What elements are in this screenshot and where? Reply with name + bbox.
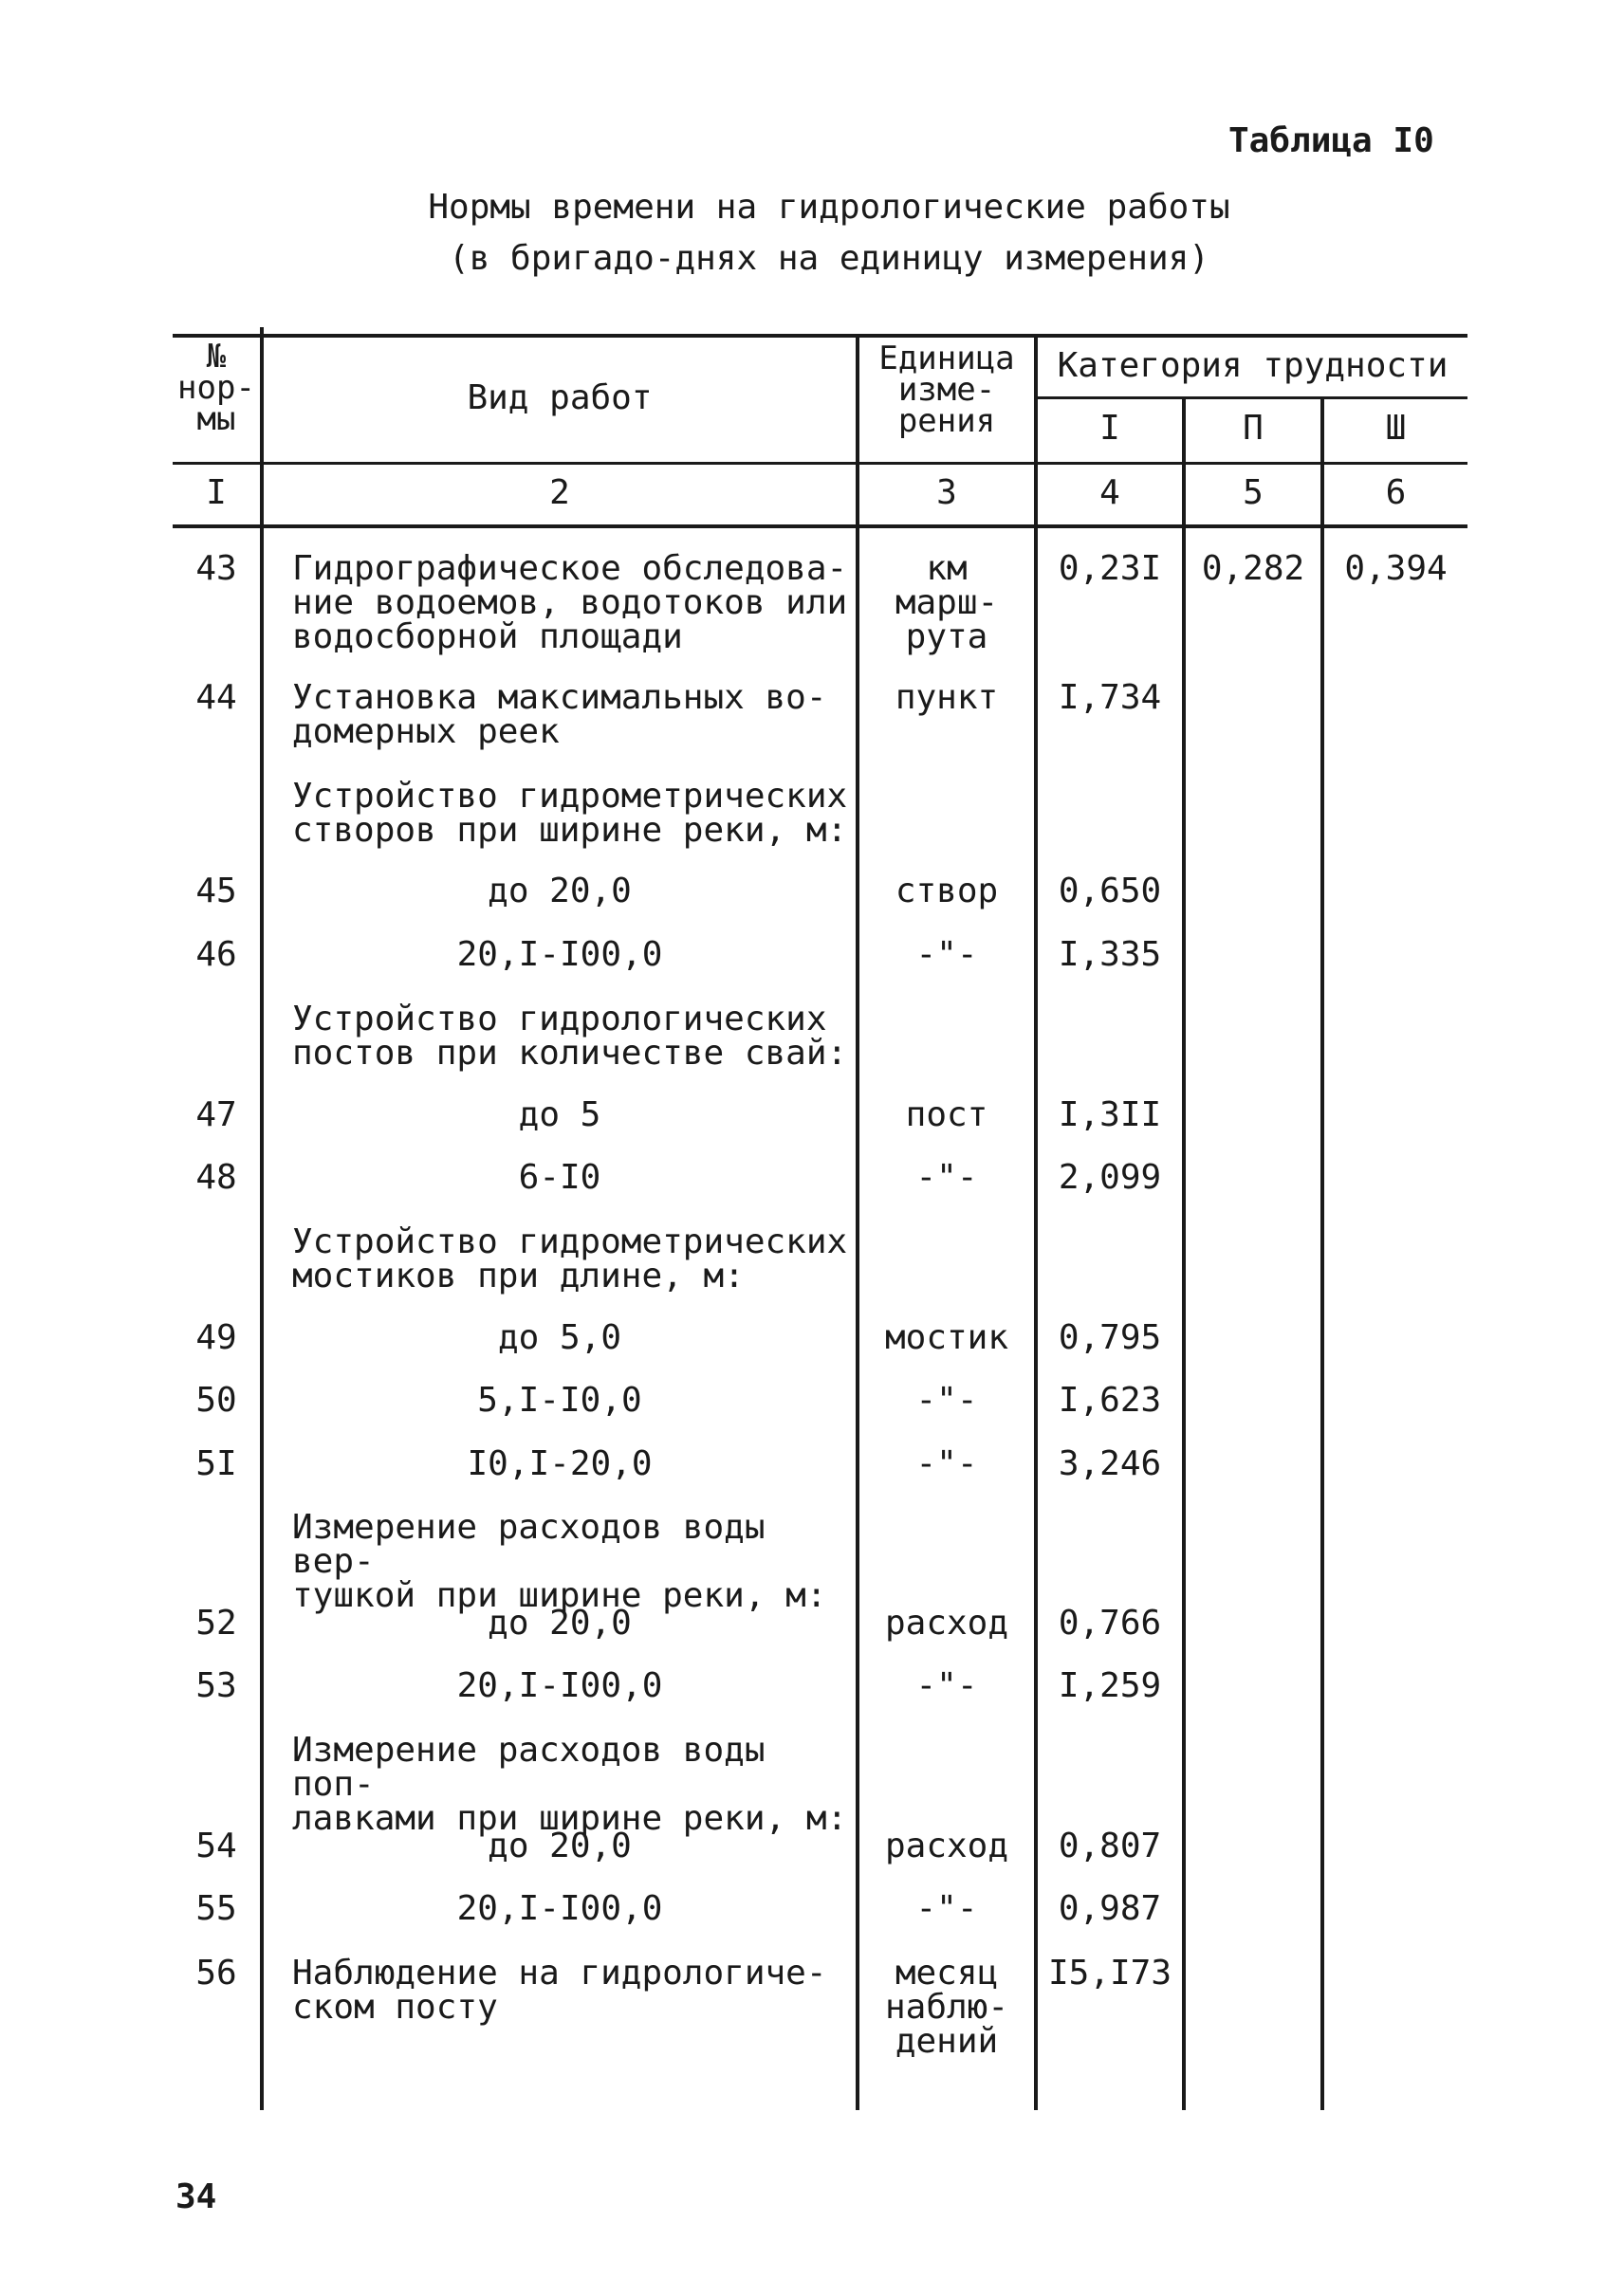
unit: расход: [884, 1827, 1009, 1865]
value-cat-1: I,623: [1058, 1381, 1162, 1420]
table-subtitle: (в бригадо-днях на единицу измерения): [449, 239, 1209, 278]
unit: -"-: [915, 1444, 978, 1483]
header-unit: [859, 340, 1034, 440]
norm-number: 45: [195, 872, 237, 910]
norm-number: 54: [195, 1827, 237, 1865]
value-cat-1: 2,099: [1058, 1158, 1162, 1197]
col-divider-5: [1320, 398, 1324, 2110]
unit: -"-: [915, 1381, 978, 1420]
unit: -"-: [915, 1889, 978, 1928]
value-cat-1: I,734: [1058, 678, 1162, 717]
value-cat-1: 3,246: [1058, 1444, 1162, 1483]
norm-number: 49: [195, 1318, 237, 1357]
header-unit-line: изме-: [897, 371, 996, 409]
group-line: Устройство гидрометрических: [292, 1222, 848, 1261]
work-subitem: до 20,0: [488, 872, 632, 910]
work-line: ние водоемов, водотоков или: [292, 583, 848, 622]
header-norm-no-line: №: [206, 338, 227, 376]
header-norm-no-line: нор-: [177, 369, 255, 407]
unit: мостик: [884, 1318, 1009, 1357]
norm-number: 5I: [195, 1444, 237, 1483]
group-line: мостиков при длине, м:: [292, 1257, 745, 1295]
norm-number: 44: [195, 678, 237, 717]
group-heading: [292, 777, 856, 850]
work-subitem: I0,I-20,0: [467, 1444, 653, 1483]
norm-number: 50: [195, 1381, 237, 1420]
unit: пост: [905, 1095, 988, 1134]
value-cat-1: 0,987: [1058, 1889, 1162, 1928]
colnum-5: 5: [1243, 473, 1264, 512]
group-line: лавками при ширине реки, м:: [292, 1799, 848, 1838]
group-heading: [292, 1002, 856, 1071]
unit-line: рута: [905, 617, 988, 656]
value-cat-1: I,259: [1058, 1666, 1162, 1705]
work-subitem: 5,I-I0,0: [477, 1381, 642, 1420]
work-subitem: до 5: [518, 1095, 601, 1134]
value-cat-2: 0,282: [1201, 549, 1305, 588]
work-line: водосборной площади: [292, 617, 683, 656]
work-line: ском посту: [292, 1988, 498, 2027]
work-line: Гидрографическое обследова-: [292, 549, 848, 588]
work-subitem: до 5,0: [497, 1318, 622, 1357]
unit: [859, 549, 1034, 656]
unit-line: месяц: [895, 1954, 999, 1993]
work-description: [292, 549, 856, 656]
norm-number: 47: [195, 1095, 237, 1134]
value-cat-3: 0,394: [1344, 549, 1448, 588]
group-line: створов при ширине реки, м:: [292, 811, 848, 850]
unit-line: марш-: [895, 583, 999, 622]
col-divider-4: [1182, 398, 1186, 2110]
work-description: [292, 1956, 856, 2025]
work-subitem: 20,I-I00,0: [456, 1666, 663, 1705]
group-heading: [292, 1222, 856, 1295]
unit-line: наблю-: [884, 1988, 1009, 2027]
header-cat-2: П: [1243, 409, 1264, 448]
group-heading: [292, 1508, 856, 1615]
norm-number: 52: [195, 1604, 237, 1643]
colnum-4: 4: [1099, 473, 1120, 512]
work-description: [292, 678, 856, 751]
group-line: тушкой при ширине реки, м:: [292, 1576, 827, 1615]
unit-line: км: [926, 549, 968, 588]
group-line: Измерение расходов воды поп-: [292, 1731, 766, 1804]
value-cat-1: 0,766: [1058, 1604, 1162, 1643]
value-cat-1: 0,650: [1058, 872, 1162, 910]
unit: -"-: [915, 1666, 978, 1705]
norm-number: 48: [195, 1158, 237, 1197]
group-line: Устройство гидрологических: [292, 1000, 827, 1038]
value-cat-1: 0,807: [1058, 1827, 1162, 1865]
norm-number: 46: [195, 935, 237, 974]
colnum-3: 3: [936, 473, 957, 512]
header-unit-line: Единица: [878, 340, 1015, 377]
value-cat-1: 0,23I: [1058, 549, 1162, 588]
work-subitem: 6-I0: [518, 1158, 601, 1197]
unit: створ: [895, 872, 999, 910]
header-work-type: Вид работ: [467, 378, 653, 417]
group-line: Измерение расходов воды вер-: [292, 1508, 766, 1581]
header-norm-no-line: мы: [196, 400, 236, 438]
header-cat-1: I: [1099, 409, 1120, 448]
group-line: постов при количестве свай:: [292, 1034, 848, 1073]
header-bottom-border: [173, 462, 1467, 465]
table-top-border: [173, 334, 1467, 338]
norm-number: 55: [195, 1889, 237, 1928]
work-subitem: 20,I-I00,0: [456, 935, 663, 974]
page-number: 34: [175, 2177, 217, 2216]
norm-number: 53: [195, 1666, 237, 1705]
norm-number: 56: [195, 1954, 237, 1993]
unit: [859, 1956, 1034, 2059]
value-cat-1: I,335: [1058, 935, 1162, 974]
unit: -"-: [915, 1158, 978, 1197]
unit: расход: [884, 1604, 1009, 1643]
work-line: домерных реек: [292, 712, 560, 751]
work-subitem: до 20,0: [488, 1827, 632, 1865]
header-category: Категория трудности: [1057, 346, 1449, 385]
colnum-2: 2: [549, 473, 570, 512]
header-unit-line: рения: [897, 402, 996, 440]
norm-number: 43: [195, 549, 237, 588]
value-cat-1: I,3II: [1058, 1095, 1162, 1134]
colnum-bottom-border: [173, 524, 1467, 528]
table-title: Нормы времени на гидрологические работы: [428, 188, 1230, 227]
work-line: Установка максимальных во-: [292, 678, 827, 717]
work-line: Наблюдение на гидрологиче-: [292, 1954, 827, 1993]
category-divider: [1036, 396, 1467, 399]
table-label: Таблица I0: [1228, 121, 1434, 160]
colnum-1: I: [206, 473, 227, 512]
colnum-6: 6: [1385, 473, 1407, 512]
unit: пункт: [895, 678, 999, 717]
work-subitem: 20,I-I00,0: [456, 1889, 663, 1928]
header-cat-3: Ш: [1385, 409, 1407, 448]
work-subitem: до 20,0: [488, 1604, 632, 1643]
value-cat-1: I5,I73: [1047, 1954, 1172, 1993]
group-heading: [292, 1731, 856, 1838]
group-line: Устройство гидрометрических: [292, 777, 848, 816]
header-norm-no: [173, 338, 260, 438]
value-cat-1: 0,795: [1058, 1318, 1162, 1357]
unit: -"-: [915, 935, 978, 974]
unit-line: дений: [895, 2022, 999, 2061]
